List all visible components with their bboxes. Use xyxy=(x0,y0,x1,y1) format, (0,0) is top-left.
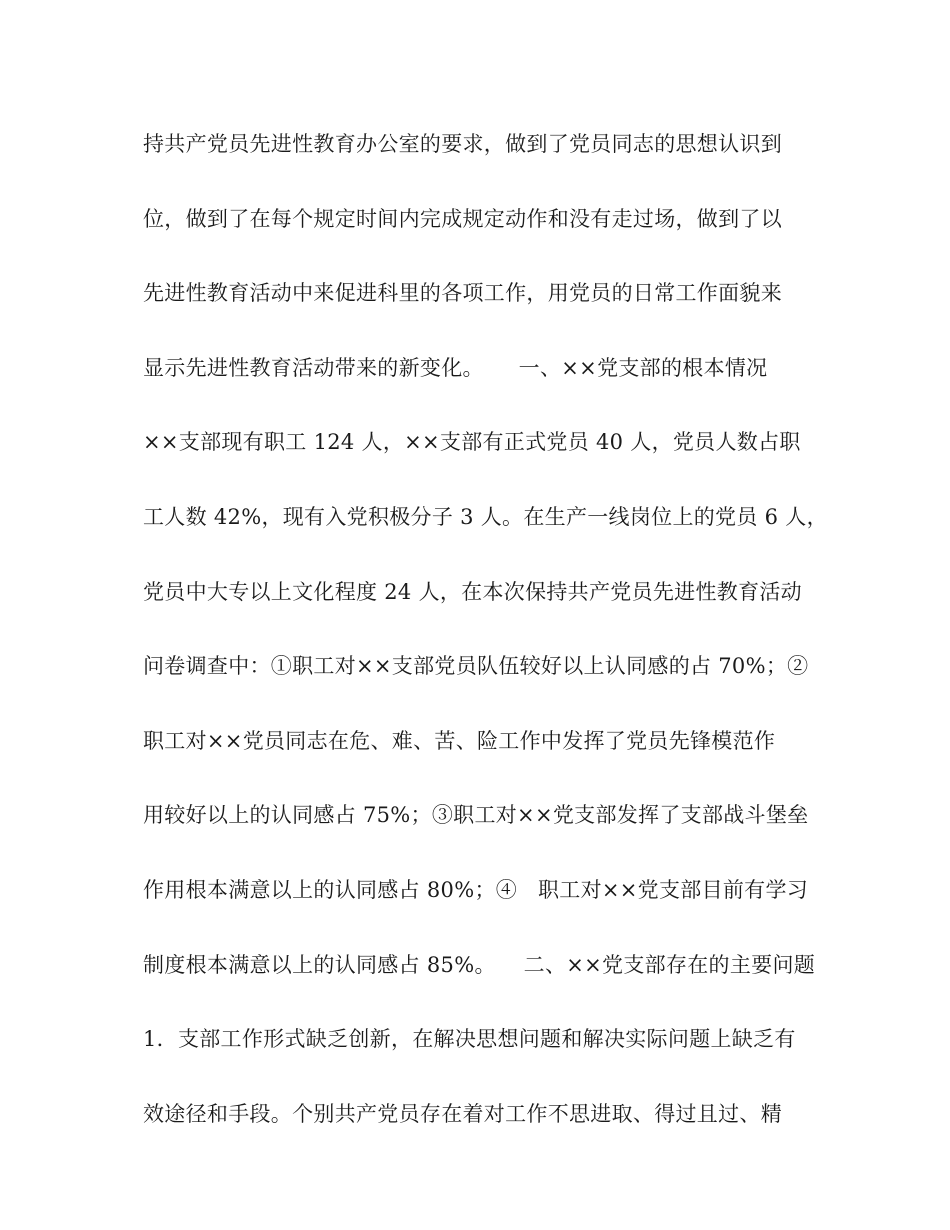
text-line: 工人数 42%，现有入党积极分子 3 人。在生产一线岗位上的党员 6 人， xyxy=(143,504,828,529)
text-line: 党员中大专以上文化程度 24 人，在本次保持共产党员先进性教育活动 xyxy=(143,579,802,604)
text-line: 先进性教育活动中来促进科里的各项工作，用党员的日常工作面貌来 xyxy=(143,281,782,306)
text-line: 位，做到了在每个规定时间内完成规定动作和没有走过场，做到了以 xyxy=(143,206,782,231)
text-line: ××支部现有职工 124 人，××支部有正式党员 40 人，党员人数占职 xyxy=(143,430,801,455)
text-line: 职工对××党员同志在危、难、苦、险工作中发挥了党员先锋模范作 xyxy=(143,728,776,753)
text-line: 用较好以上的认同感占 75%；③职工对××党支部发挥了支部战斗堡垒 xyxy=(143,803,809,828)
text-line: 制度根本满意以上的认同感占 85%。 二、××党支部存在的主要问题 xyxy=(143,952,816,977)
text-line: 1．支部工作形式缺乏创新，在解决思想问题和解决实际问题上缺乏有 xyxy=(143,1027,796,1052)
text-line: 作用根本满意以上的认同感占 80%；④ 职工对××党支部目前有学习 xyxy=(143,877,809,902)
body-text xyxy=(143,120,828,1164)
text-line: 持共产党员先进性教育办公室的要求，做到了党员同志的思想认识到 xyxy=(143,132,782,156)
text-line: 显示先进性教育活动带来的新变化。 一、××党支部的根本情况 xyxy=(143,355,768,380)
text-line: 问卷调查中：①职工对××支部党员队伍较好以上认同感的占 70%；② xyxy=(143,654,809,679)
text-line: 效途径和手段。个别共产党员存在着对工作不思进取、得过且过、精 xyxy=(143,1101,782,1126)
